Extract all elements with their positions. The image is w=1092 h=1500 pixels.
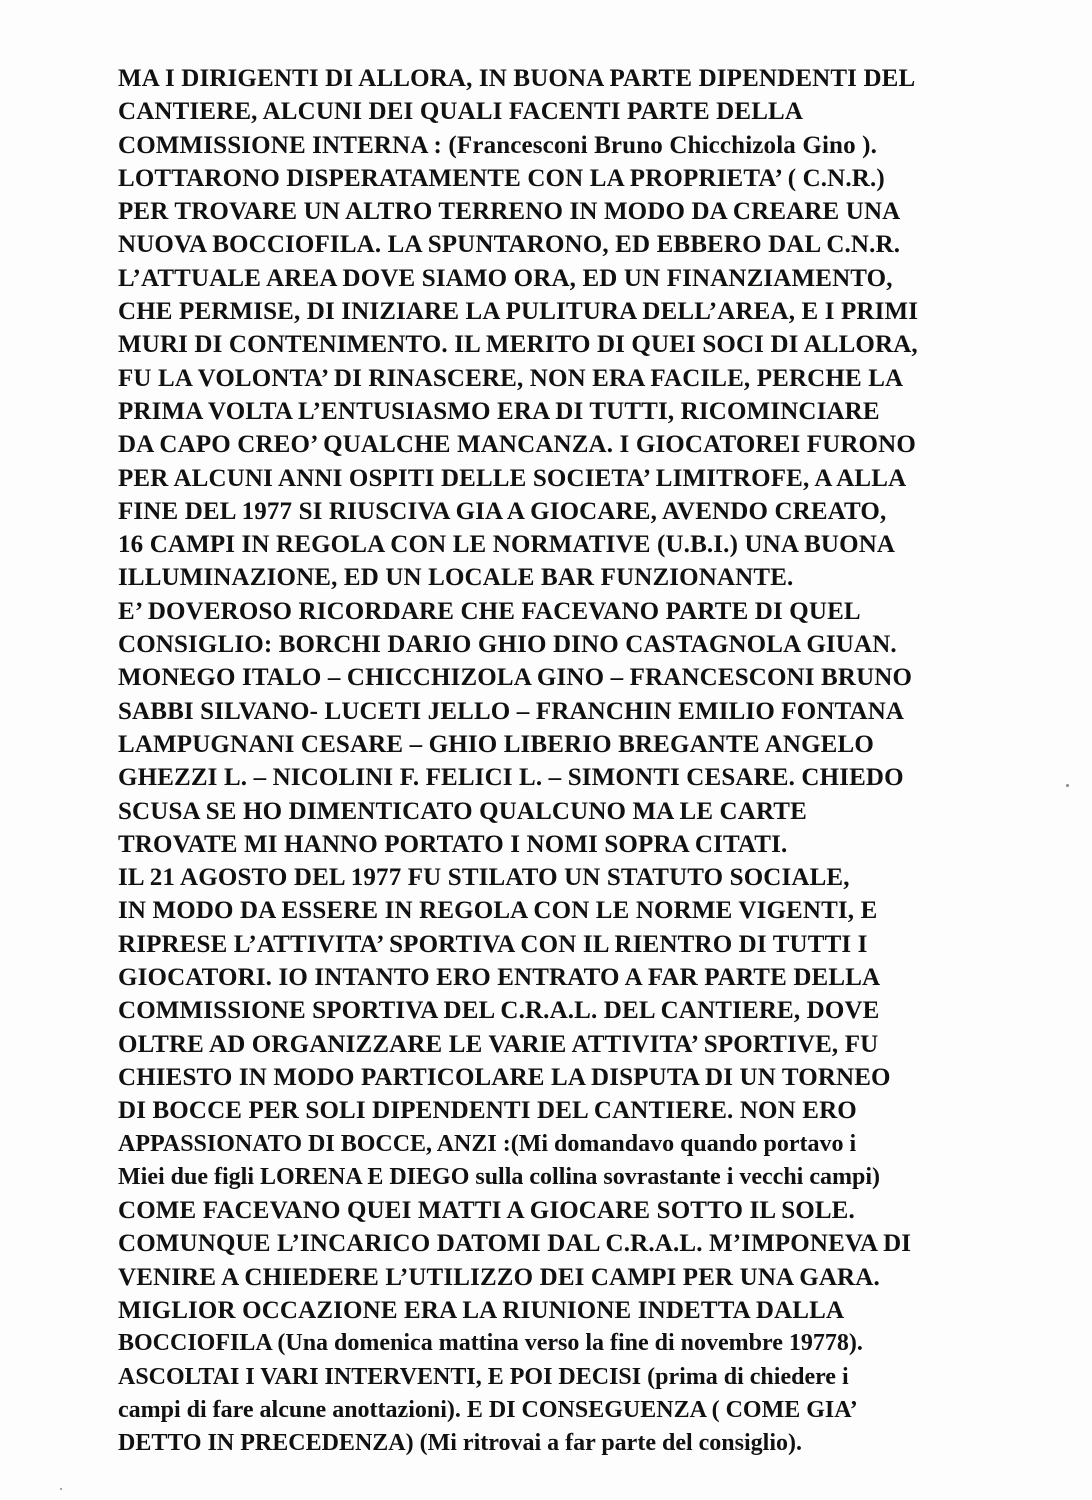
text-line: COMMISSIONE SPORTIVA DEL C.R.A.L. DEL CANTIERE, DOVE xyxy=(118,997,880,1025)
text-line: SCUSA SE HO DIMENTICATO QUALCUNO MA LE CARTE xyxy=(118,797,807,825)
text-line: COMMISSIONE INTERNA : (Francesconi Bruno Chicchizola Gino ). xyxy=(118,131,878,159)
text-line: MURI DI CONTENIMENTO. IL MERITO DI QUEI SOCI DI ALLORA, xyxy=(118,331,918,359)
text-line: PER ALCUNI ANNI OSPITI DELLE SOCIETA’ LIMITROFE, A ALLA xyxy=(118,464,907,492)
text-line: SABBI SILVANO- LUCETI JELLO – FRANCHIN EMILIO FONTANA xyxy=(118,697,905,725)
text-line: ILLUMINAZIONE, ED UN LOCALE BAR FUNZIONANTE. xyxy=(118,564,794,592)
text-line: COME FACEVANO QUEI MATTI A GIOCARE SOTTO IL SOLE. xyxy=(118,1197,855,1225)
text-line: MA I DIRIGENTI DI ALLORA, IN BUONA PARTE DIPENDENTI DEL xyxy=(118,65,916,92)
scan-speck xyxy=(60,1488,62,1490)
text-line: L’ATTUALE AREA DOVE SIAMO ORA, ED UN FINANZIAMENTO, xyxy=(118,264,893,292)
text-line: CONSIGLIO: BORCHI DARIO GHIO DINO CASTAGNOLA GIUAN. xyxy=(118,631,897,659)
text-line: COMUNQUE L’INCARICO DATOMI DAL C.R.A.L. M’IMPONEVA DI xyxy=(118,1230,912,1258)
text-line: GHEZZI L. – NICOLINI F. FELICI L. – SIMONTI CESARE. CHIEDO xyxy=(118,764,904,792)
text-line: APPASSIONATO DI BOCCE, ANZI :(Mi domandavo quando portavo i xyxy=(118,1130,857,1157)
text-line: 16 CAMPI IN REGOLA CON LE NORMATIVE (U.B.I.) UNA BUONA xyxy=(118,531,896,559)
text-line: MIGLIOR OCCAZIONE ERA LA RIUNIONE INDETTA DALLA xyxy=(118,1296,845,1324)
text-line: E’ DOVEROSO RICORDARE CHE FACEVANO PARTE DI QUEL xyxy=(118,597,861,625)
text-line: TROVATE MI HANNO PORTATO I NOMI SOPRA CITATI. xyxy=(118,830,788,858)
text-line: IN MODO DA ESSERE IN REGOLA CON LE NORME VIGENTI, E xyxy=(118,897,878,925)
text-line: CHE PERMISE, DI INIZIARE LA PULITURA DELL’AREA, E I PRIMI xyxy=(118,298,919,326)
text-line: LAMPUGNANI CESARE – GHIO LIBERIO BREGANTE ANGELO xyxy=(118,730,874,758)
text-line: IL 21 AGOSTO DEL 1977 FU STILATO UN STATUTO SOCIALE, xyxy=(118,864,850,892)
text-line: FU LA VOLONTA’ DI RINASCERE, NON ERA FACILE, PERCHE LA xyxy=(118,364,904,392)
text-line: CHIESTO IN MODO PARTICOLARE LA DISPUTA DI UN TORNEO xyxy=(118,1063,891,1091)
text-line: LOTTARONO DISPERATAMENTE CON LA PROPRIETA’ ( C.N.R.) xyxy=(118,164,885,192)
text-line: BOCCIOFILA (Una domenica mattina verso la fine di novembre 19778). xyxy=(118,1330,863,1357)
text-line: campi di fare alcune anottazioni). E DI CONSEGUENZA ( COME GIA’ xyxy=(118,1396,858,1423)
text-line: MONEGO ITALO – CHICCHIZOLA GINO – FRANCESCONI BRUNO xyxy=(118,664,913,692)
text-line: OLTRE AD ORGANIZZARE LE VARIE ATTIVITA’ SPORTIVE, FU xyxy=(118,1030,879,1058)
text-line: DETTO IN PRECEDENZA) (Mi ritrovai a far parte del consiglio). xyxy=(118,1430,802,1457)
text-line: CANTIERE, ALCUNI DEI QUALI FACENTI PARTE DELLA xyxy=(118,98,804,126)
text-line: PRIMA VOLTA L’ENTUSIASMO ERA DI TUTTI, RICOMINCIARE xyxy=(118,397,880,425)
text-line: ASCOLTAI I VARI INTERVENTI, E POI DECISI (prima di chiedere i xyxy=(118,1363,849,1390)
text-line: VENIRE A CHIEDERE L’UTILIZZO DEI CAMPI PER UNA GARA. xyxy=(118,1263,880,1291)
text-line: Miei due figli LORENA E DIEGO sulla collina sovrastante i vecchi campi) xyxy=(118,1163,880,1190)
text-line: GIOCATORI. IO INTANTO ERO ENTRATO A FAR PARTE DELLA xyxy=(118,964,881,992)
text-line: FINE DEL 1977 SI RIUSCIVA GIA A GIOCARE, AVENDO CREATO, xyxy=(118,497,887,525)
text-line: DI BOCCE PER SOLI DIPENDENTI DEL CANTIERE. NON ERO xyxy=(118,1097,857,1125)
text-line: NUOVA BOCCIOFILA. LA SPUNTARONO, ED EBBERO DAL C.N.R. xyxy=(118,231,901,259)
text-line: DA CAPO CREO’ QUALCHE MANCANZA. I GIOCATOREI FURONO xyxy=(118,431,916,459)
scan-speck xyxy=(1066,784,1069,787)
document-body xyxy=(118,62,1058,1460)
text-line: RIPRESE L’ATTIVITA’ SPORTIVA CON IL RIENTRO DI TUTTI I xyxy=(118,930,868,958)
text-line: PER TROVARE UN ALTRO TERRENO IN MODO DA CREARE UNA xyxy=(118,198,901,226)
